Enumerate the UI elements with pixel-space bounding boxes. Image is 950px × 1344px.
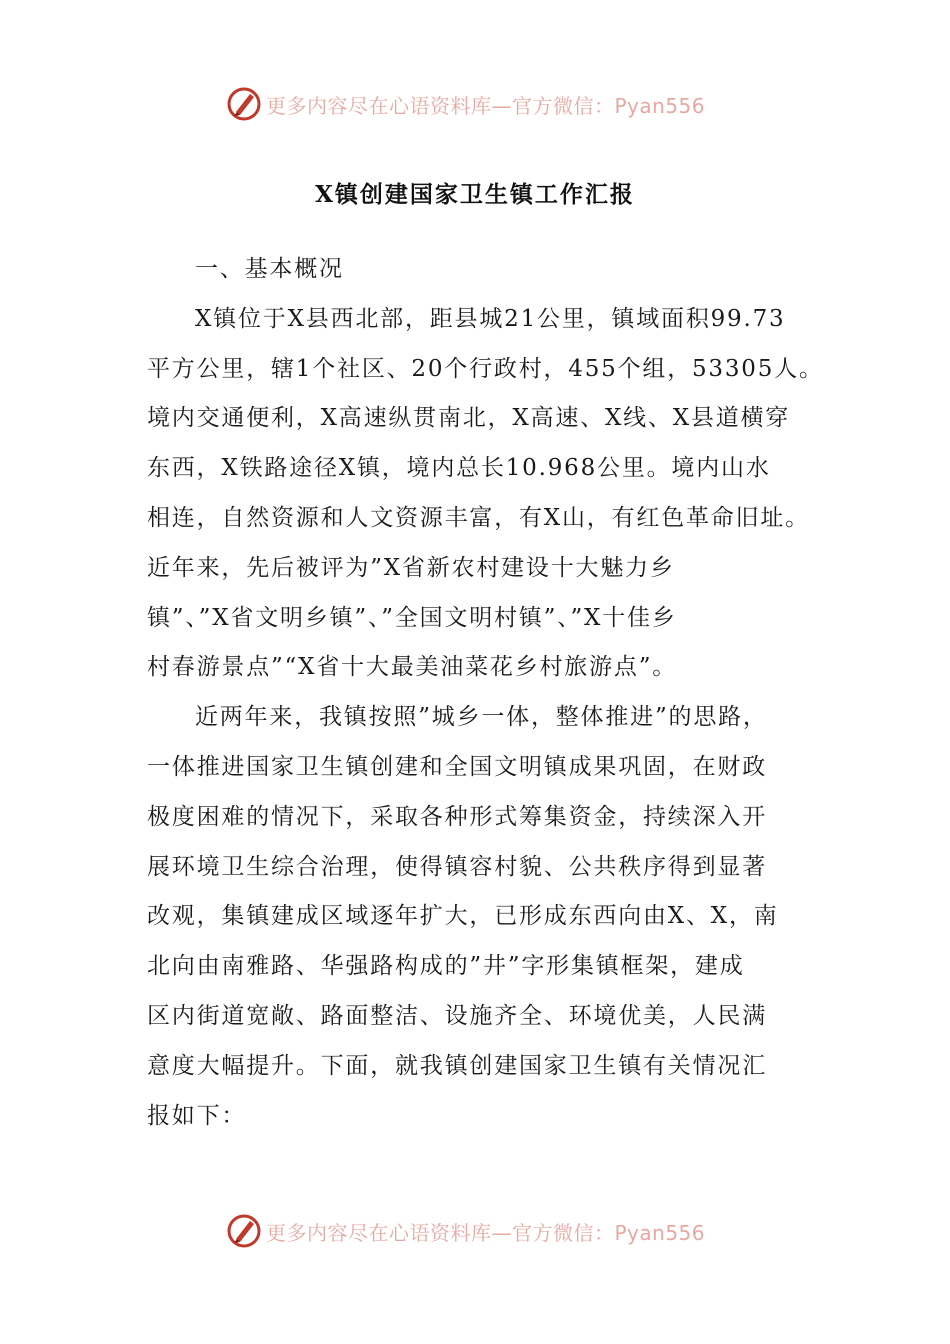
text-line: 一、基本概况 bbox=[195, 256, 344, 282]
header-watermark bbox=[226, 84, 705, 124]
text-line: 近年来，先后被评为”X省新农村建设十大魅力乡 bbox=[147, 554, 675, 581]
text-line: 展环境卫生综合治理，使得镇容村貌、公共秩序得到显著 bbox=[147, 853, 767, 880]
text-line: 改观，集镇建成区域逐年扩大，已形成东西向由X、X，南 bbox=[147, 903, 779, 930]
text-line: 村春游景点”“X省十大最美油菜花乡村旅游点”。 bbox=[147, 654, 678, 681]
text-line: X镇位于X县西北部，距县城21公里，镇域面积99.73 bbox=[195, 305, 786, 332]
text-line: 境内交通便利，X高速纵贯南北，X高速、X线、X县道横穿 bbox=[147, 405, 791, 432]
text-line: 平方公里，辖1个社区、20个行政村，455个组，53305人。 bbox=[147, 355, 824, 382]
watermark-text: 更多内容尽在心语资料库—官方微信：Pyan556 bbox=[266, 1220, 706, 1245]
watermark-text: 更多内容尽在心语资料库—官方微信：Pyan556 bbox=[266, 93, 706, 118]
text-line: 近两年来，我镇按照”城乡一体，整体推进”的思路， bbox=[195, 704, 768, 731]
text-line: 意度大幅提升。下面，就我镇创建国家卫生镇有关情况汇 bbox=[147, 1052, 767, 1079]
pen-logo-icon bbox=[226, 1213, 262, 1249]
text-line: 东西，X铁路途径X镇，境内总长10.968公里。境内山水 bbox=[147, 455, 771, 482]
text-line: 北向由南雅路、华强路构成的”井”字形集镇框架，建成 bbox=[147, 953, 745, 980]
text-line: 报如下： bbox=[147, 1102, 247, 1129]
document-title: X镇创建国家卫生镇工作汇报 bbox=[315, 181, 635, 208]
footer-watermark bbox=[226, 1211, 705, 1251]
pen-logo-icon bbox=[226, 86, 262, 122]
text-line: 区内街道宽敞、路面整洁、设施齐全、环境优美，人民满 bbox=[147, 1002, 767, 1029]
text-line: 极度困难的情况下，采取各种形式筹集资金，持续深入开 bbox=[147, 803, 767, 830]
text-line: 一体推进国家卫生镇创建和全国文明镇成果巩固，在财政 bbox=[147, 753, 767, 780]
text-line: 相连，自然资源和人文资源丰富，有X山，有红色革命旧址。 bbox=[147, 504, 810, 531]
text-line: 镇”、”X省文明乡镇”、”全国文明村镇”、”X十佳乡 bbox=[147, 604, 677, 631]
document-body bbox=[147, 245, 837, 1141]
